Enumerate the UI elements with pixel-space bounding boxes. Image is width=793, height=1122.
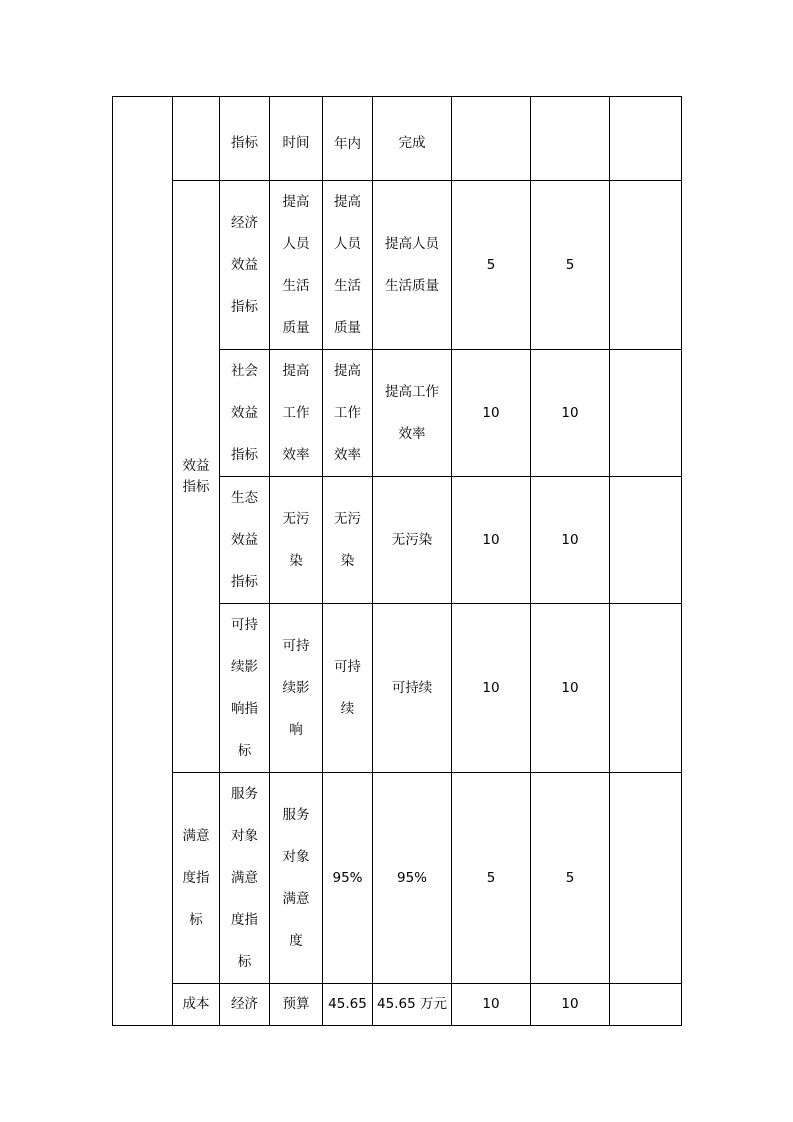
actual-cell: 95% [373,773,452,984]
weight-cell: 5 [452,181,531,350]
indicator-cell: 服务 对象 满意 度 [270,773,323,984]
score-cell: 10 [531,984,610,1026]
indicator-cell: 可持 续影 响 [270,604,323,773]
target-cell: 年内 [323,97,373,181]
table-row [113,773,682,984]
sub-indicator-cell: 指标 [220,97,270,181]
actual-cell: 完成 [373,97,452,181]
target-cell: 提高 工作 效率 [323,350,373,477]
first-column-cell [113,97,173,1026]
indicator-cell: 提高 人员 生活 质量 [270,181,323,350]
weight-cell [452,97,531,181]
score-cell: 5 [531,773,610,984]
sub-indicator-cell: 生态 效益 指标 [220,477,270,604]
actual-cell: 提高人员 生活质量 [373,181,452,350]
remark-cell [610,773,682,984]
category-cell: 满意 度指 标 [173,773,220,984]
remark-cell [610,477,682,604]
table-row [113,181,682,350]
remark-cell [610,181,682,350]
target-cell: 可持 续 [323,604,373,773]
sub-indicator-cell: 服务 对象 满意 度指 标 [220,773,270,984]
weight-cell: 5 [452,773,531,984]
score-cell: 5 [531,181,610,350]
weight-cell: 10 [452,350,531,477]
indicator-cell: 预算 [270,984,323,1026]
target-cell: 提高 人员 生活 质量 [323,181,373,350]
indicator-cell: 时间 [270,97,323,181]
actual-cell: 无污染 [373,477,452,604]
indicator-cell: 提高 工作 效率 [270,350,323,477]
score-cell: 10 [531,350,610,477]
sub-indicator-cell: 经济 [220,984,270,1026]
table-row [113,97,682,181]
remark-cell [610,97,682,181]
table-row [113,984,682,1026]
sub-indicator-cell: 经济 效益 指标 [220,181,270,350]
target-cell: 无污 染 [323,477,373,604]
remark-cell [610,350,682,477]
performance-table [112,96,682,1026]
category-cell: 成本 [173,984,220,1026]
weight-cell: 10 [452,477,531,604]
indicator-cell: 无污 染 [270,477,323,604]
target-cell: 45.65 [323,984,373,1026]
category-cell [173,97,220,181]
weight-cell: 10 [452,604,531,773]
remark-cell [610,604,682,773]
sub-indicator-cell: 可持 续影 响指 标 [220,604,270,773]
actual-cell: 提高工作 效率 [373,350,452,477]
actual-cell: 45.65 万元 [373,984,452,1026]
weight-cell: 10 [452,984,531,1026]
category-cell: 效益 指标 [173,181,220,773]
target-cell: 95% [323,773,373,984]
sub-indicator-cell: 社会 效益 指标 [220,350,270,477]
score-cell: 10 [531,477,610,604]
score-cell [531,97,610,181]
score-cell: 10 [531,604,610,773]
actual-cell: 可持续 [373,604,452,773]
remark-cell [610,984,682,1026]
